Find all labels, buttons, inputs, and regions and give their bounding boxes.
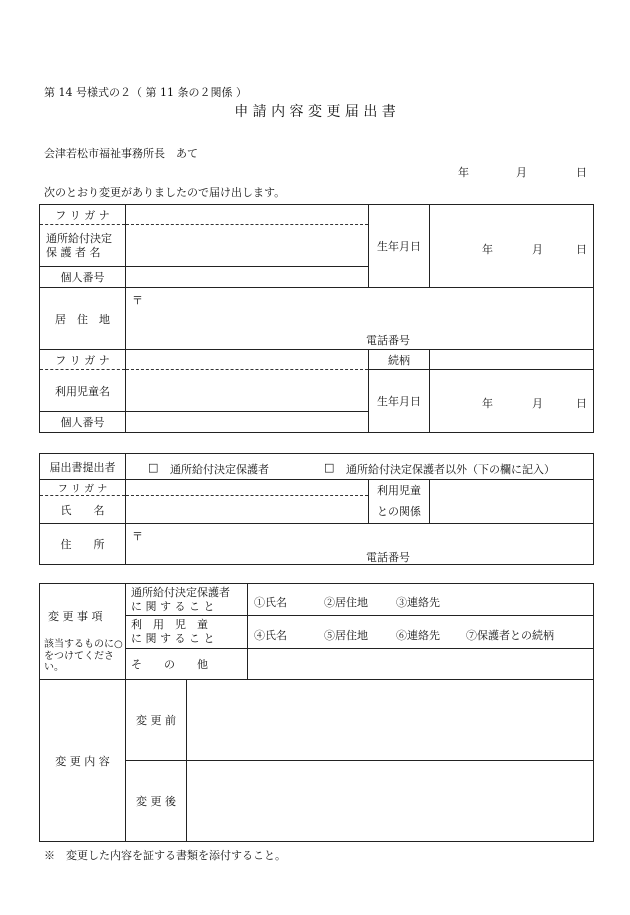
submitter-phone-label: 電話番号 [366,551,410,564]
guardian-birth-label: 生年月日 [369,205,430,288]
submitter-relation-label [369,480,430,524]
submitter-relation-line2: との関係 [377,504,421,518]
child-birth-day: 日 [576,397,587,410]
guardian-category-label [126,584,248,616]
guardian-phone-label: 電話番号 [366,334,410,347]
guardian-change-options [248,584,594,616]
guardian-postal-mark: 〒 [132,294,143,307]
guardian-birth-month: 月 [532,243,543,256]
change-items-label-cell [40,584,126,680]
submitter-furigana-field[interactable] [126,480,369,496]
child-birth-month: 月 [532,397,543,410]
child-personal-no-field[interactable] [126,412,369,433]
guardian-personal-no-field[interactable] [126,267,369,288]
form-title: 申 請 内 容 変 更 届 出 書 [234,104,396,120]
guardian-personal-no-label: 個人番号 [40,267,126,288]
submitter-table [39,453,594,565]
child-personal-no-label: 個人番号 [40,412,126,433]
guardian-name-label-line1: 通所給付決定 [46,231,112,245]
guardian-furigana-label: フ リ ガ ナ [40,205,126,225]
submitter-name-field[interactable] [126,496,369,524]
date-day-label: 日 [576,166,587,179]
other-category-label: そ の 他 [126,649,248,680]
change-before-label: 変 更 前 [126,680,187,761]
guardian-name-label-line2: 保 護 者 名 [46,245,101,259]
submitter-option2-label: 通所給付決定保護者以外（下の欄に記入） [346,463,555,476]
date-year-label: 年 [458,166,469,179]
guardian-birth-field[interactable] [430,205,594,288]
child-relation-field[interactable] [430,350,594,370]
child-relation-label: 続柄 [369,350,430,370]
submitter-postal-mark: 〒 [132,530,143,543]
child-birth-field[interactable] [430,370,594,433]
child-option-relation[interactable]: ⑦保護者との続柄 [466,629,554,642]
guardian-name-field[interactable] [126,225,369,267]
submitter-option1-checkbox[interactable]: □ [148,461,159,474]
child-name-field[interactable] [126,370,369,412]
guardian-child-table [39,204,594,433]
child-birth-year: 年 [482,397,493,410]
form-number: 第 14 号様式の２（ 第 11 条の２関係 ） [44,86,247,99]
guardian-furigana-field[interactable] [126,205,369,225]
guardian-category-line2: に 関 す る こ と [131,599,215,613]
guardian-birth-day: 日 [576,243,587,256]
submitter-option1-label: 通所給付決定保護者 [170,463,269,476]
child-category-label [126,616,248,649]
intro-text: 次のとおり変更がありましたので届け出します。 [44,186,286,199]
child-option-contact[interactable]: ⑥連絡先 [396,629,440,642]
change-after-label: 変 更 後 [126,761,187,842]
child-category-line2: に 関 す る こ と [131,632,215,645]
guardian-option-name[interactable]: ①氏名 [254,596,287,609]
submitter-furigana-label: フ リ ガ ナ [40,480,126,496]
submitter-address-label: 住 所 [40,524,126,565]
submitter-address-field[interactable] [126,524,594,565]
child-furigana-field[interactable] [126,350,369,370]
submitter-relation-field[interactable] [430,480,594,524]
submitter-option2-checkbox[interactable]: □ [324,461,335,474]
change-items-note: 該当するものに○をつけてください。 [44,639,123,673]
submitter-relation-line1: 利用児童 [377,483,421,497]
changes-table [39,583,594,842]
submitter-label: 届出書提出者 [40,454,126,480]
change-content-label: 変 更 内 容 [40,680,126,842]
change-before-field[interactable] [187,680,594,761]
footnote: ※ 変更した内容を証する書類を添付すること。 [44,849,286,862]
submitter-name-label: 氏 名 [40,496,126,524]
guardian-address-field[interactable] [126,288,594,350]
addressee: 会津若松市福祉事務所長 あて [44,147,198,160]
other-change-field[interactable] [248,649,594,680]
child-birth-label: 生年月日 [369,370,430,433]
child-change-options [248,616,594,649]
change-after-field[interactable] [187,761,594,842]
guardian-option-contact[interactable]: ③連絡先 [396,596,440,609]
date-month-label: 月 [516,166,527,179]
guardian-option-address[interactable]: ②居住地 [324,596,368,609]
guardian-name-label [40,225,126,267]
child-option-address[interactable]: ⑤居住地 [324,629,368,642]
child-furigana-label: フ リ ガ ナ [40,350,126,370]
guardian-address-label: 居 住 地 [40,288,126,350]
change-items-label: 変 更 事 項 [48,610,103,623]
child-option-name[interactable]: ④氏名 [254,629,287,642]
guardian-category-line1: 通所給付決定保護者 [131,585,230,599]
submitter-options [126,454,594,480]
child-name-label: 利用児童名 [40,370,126,412]
child-category-line1: 利 用 児 童 [131,618,208,632]
guardian-birth-year: 年 [482,243,493,256]
